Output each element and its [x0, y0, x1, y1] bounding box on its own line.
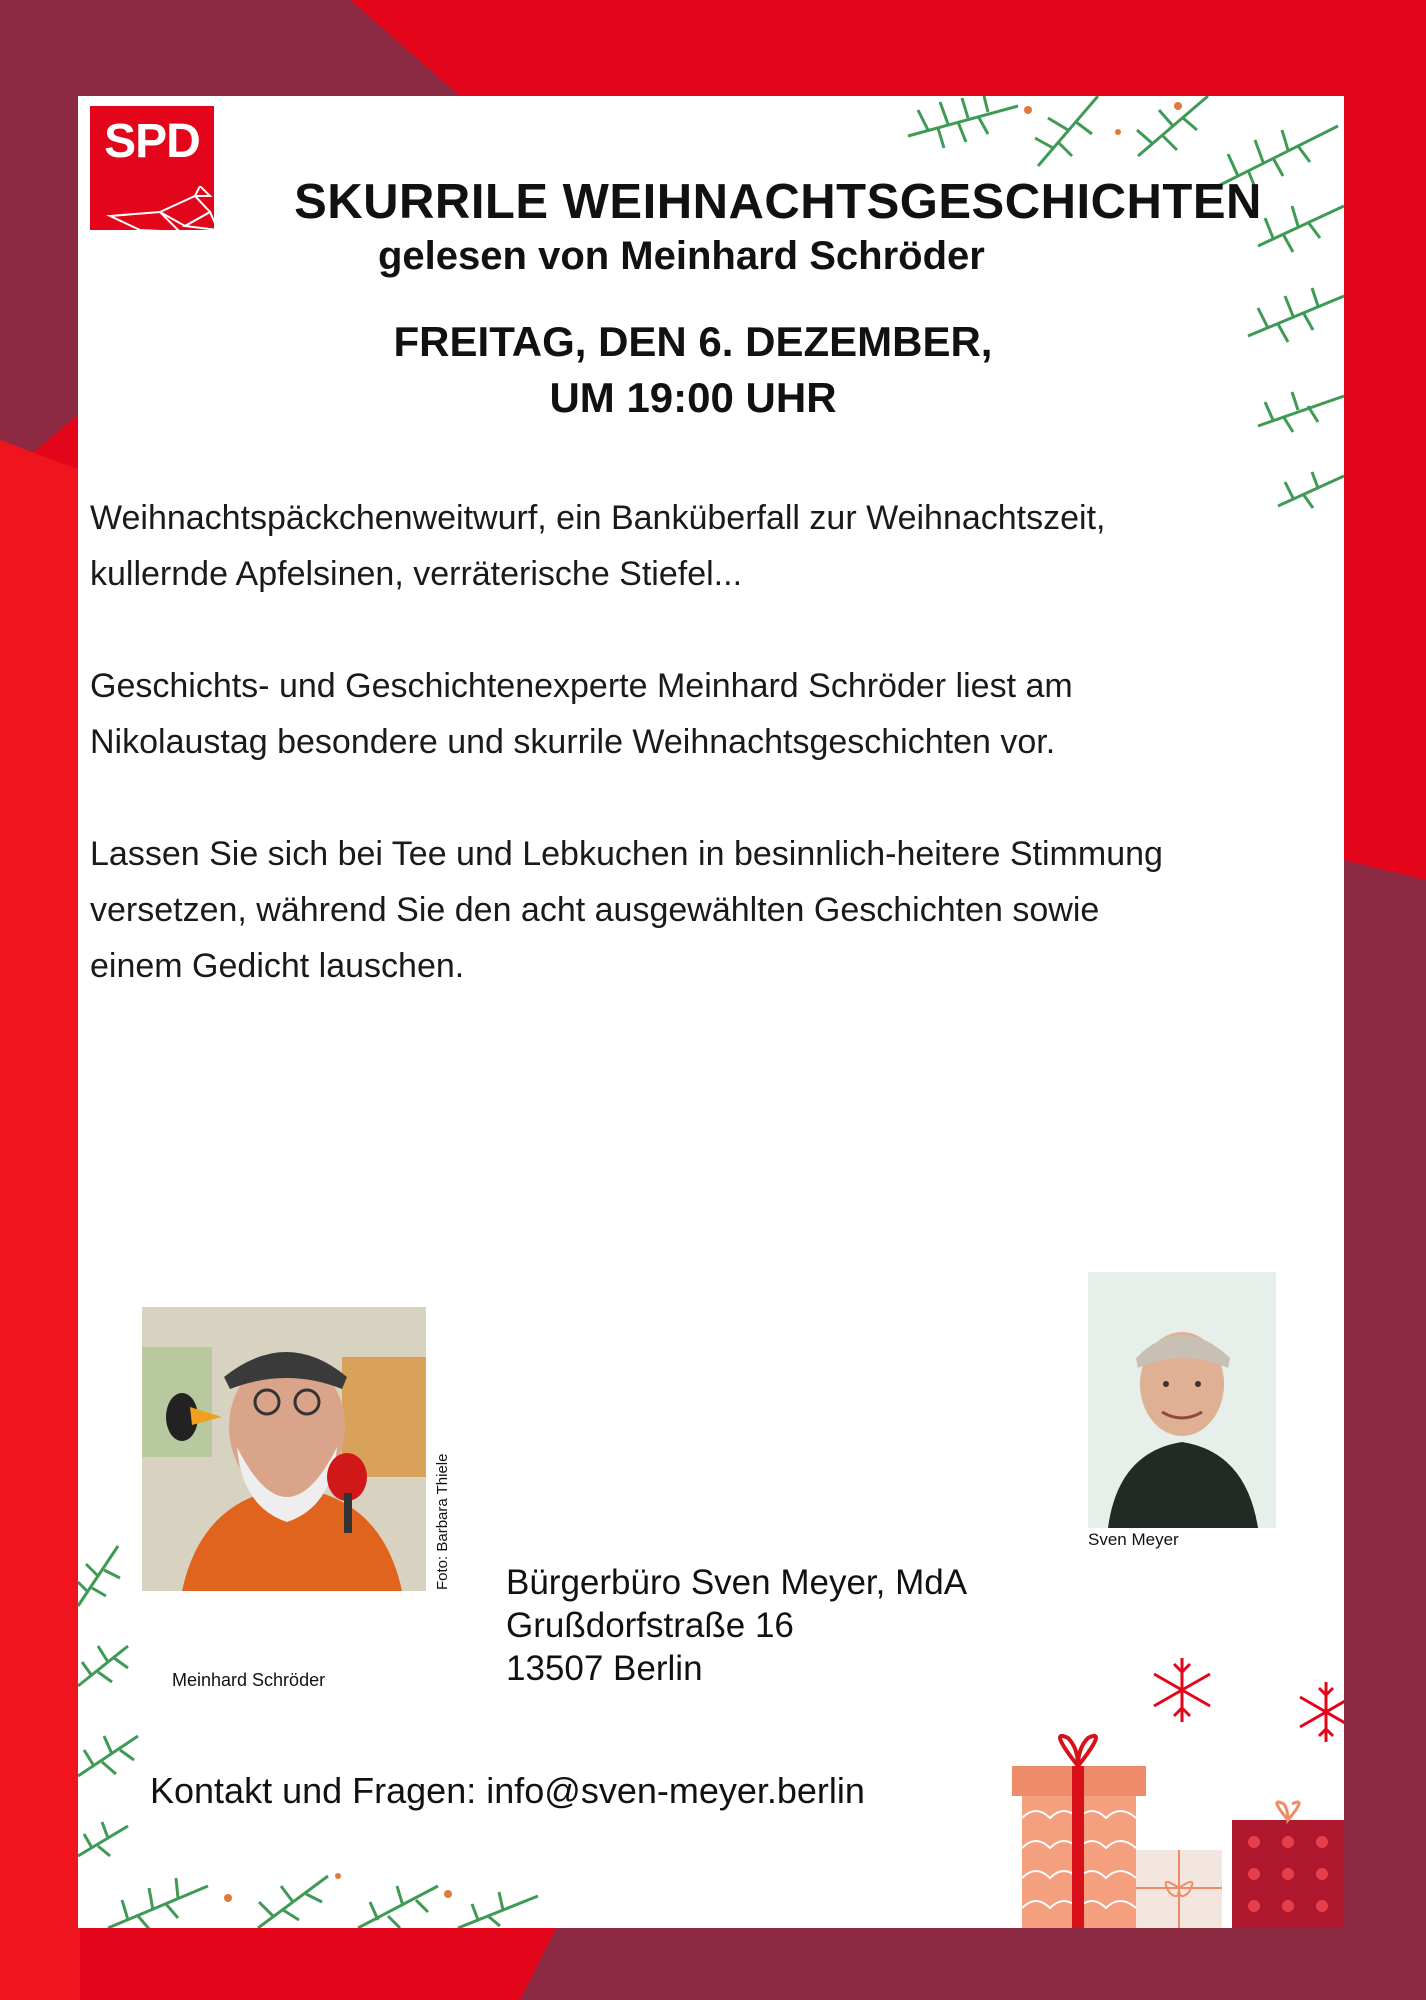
snowflake-icon: [1146, 1654, 1218, 1726]
description-paragraph-2: [90, 658, 1290, 770]
paragraph-line: Geschichts- und Geschichtenexperte Meinhard Schröder liest am: [90, 667, 1073, 705]
description-paragraph-3: [90, 826, 1290, 994]
contact-label: Kontakt und Fragen:: [150, 1770, 477, 1811]
contact-email[interactable]: info@sven-meyer.berlin: [486, 1770, 865, 1811]
description-paragraph-1: [90, 490, 1290, 602]
host-photo: [1088, 1272, 1276, 1528]
paragraph-line: versetzen, während Sie den acht ausgewählten Geschichten sowie: [90, 891, 1100, 929]
photo-credit: Foto: Barbara Thiele: [434, 1453, 451, 1590]
gift-box-icon: [1008, 1728, 1344, 1928]
address-line: Grußdorfstraße 16: [506, 1606, 794, 1645]
event-date-line2: UM 19:00 UHR: [549, 374, 837, 421]
pine-branch-decoration-bottom: [78, 1496, 558, 1928]
host-portrait-image: [1088, 1272, 1276, 1528]
paragraph-line: einem Gedicht lauschen.: [90, 947, 465, 985]
paragraph-line: Weihnachtspäckchenweitwurf, ein Banküberfall zur Weihnachtszeit,: [90, 499, 1106, 537]
paragraph-line: kullernde Apfelsinen, verräterische Stiefel...: [90, 555, 743, 593]
event-date-line1: FREITAG, DEN 6. DEZEMBER,: [393, 318, 993, 365]
venue-address: [506, 1561, 967, 1690]
event-date: [78, 314, 1308, 426]
address-line: Bürgerbüro Sven Meyer, MdA: [506, 1563, 968, 1602]
spd-logo-text: SPD: [104, 115, 200, 168]
address-line: 13507 Berlin: [506, 1649, 703, 1688]
event-subtitle: gelesen von Meinhard Schröder: [378, 234, 985, 278]
event-title: SKURRILE WEIHNACHTSGESCHICHTEN: [294, 175, 1262, 229]
paragraph-line: Lassen Sie sich bei Tee und Lebkuchen in besinnlich-heitere Stimmung: [90, 835, 1163, 873]
flyer-card: [78, 96, 1344, 1928]
host-caption: Sven Meyer: [1088, 1530, 1179, 1549]
paragraph-line: Nikolaustag besondere und skurrile Weihnachtsgeschichten vor.: [90, 723, 1056, 761]
reader-caption: Meinhard Schröder: [172, 1670, 326, 1690]
